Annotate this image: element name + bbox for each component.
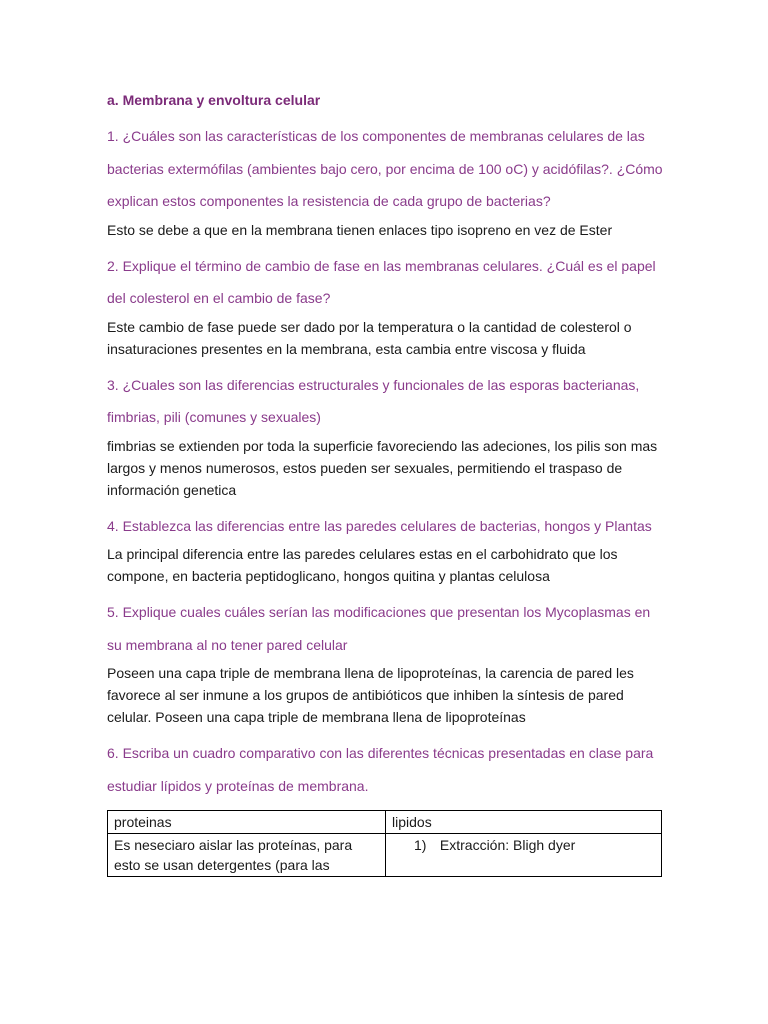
comparison-table [107,810,662,877]
table-header-proteins: proteinas [108,811,386,834]
answer-3: fimbrias se extienden por toda la superficie favoreciendo las adeciones, los pilis son mas largos y menos numerosos, estos pueden ser sexuales, permitiendo el traspaso de información genetica [107,437,658,498]
question-5: 5. Explique cuales cuáles serían las modificaciones que presentan los Mycoplasmas en su membrana al no tener pared celular [107,604,651,653]
table-header-lipids: lipidos [386,811,662,834]
list-item-text: Extracción: Bligh dyer [439,837,576,853]
question-3: 3. ¿Cuales son las diferencias estructurales y funcionales de las esporas bacterianas, fimbrias, pili (comunes y sexuales) [107,376,640,425]
answer-5: Poseen una capa triple de membrana llena de lipoproteínas, la carencia de pared les favorece al ser inmune a los grupos de antibióticos que inhiben la síntesis de pared celular. Poseen una capa triple de membrana llena de lipoproteínas [107,665,634,725]
table-cell-lipids [386,834,662,877]
table-row [108,834,662,877]
list-number: 1) [414,837,427,853]
question-6: 6. Escriba un cuadro comparativo con las diferentes técnicas presentadas en clase para estudiar lípidos y proteínas de membrana. [107,745,654,794]
question-2: 2. Explique el término de cambio de fase en las membranas celulares. ¿Cuál es el papel del colesterol en el cambio de fase? [107,257,656,306]
answer-1: Esto se debe a que en la membrana tienen enlaces tipo isopreno en vez de Ester [107,221,613,238]
table-cell-proteins: Es neseciaro aislar las proteínas, para esto se usan detergentes (para las [108,834,386,877]
document-page [107,88,667,877]
section-heading: a. Membrana y envoltura celular [107,92,321,108]
answer-2: Este cambio de fase puede ser dado por la temperatura o la cantidad de colesterol o insaturaciones presentes en la membrana, esta cambia entre viscosa y fluida [107,318,632,357]
table-header-row [108,811,662,834]
question-1: 1. ¿Cuáles son las características de los componentes de membranas celulares de las bacterias extermófilas (ambientes bajo cero, por encima de 100 oC) y acidófilas?. ¿Cómo explican estos componentes la resistencia de cada grupo de bacterias? [107,128,663,209]
question-4: 4. Establezca las diferencias entre las paredes celulares de bacterias, hongos y Plantas [107,517,652,534]
answer-4: La principal diferencia entre las paredes celulares estas en el carbohidrato que los compone, en bacteria peptidoglicano, hongos quitina y plantas celulosa [107,546,618,584]
